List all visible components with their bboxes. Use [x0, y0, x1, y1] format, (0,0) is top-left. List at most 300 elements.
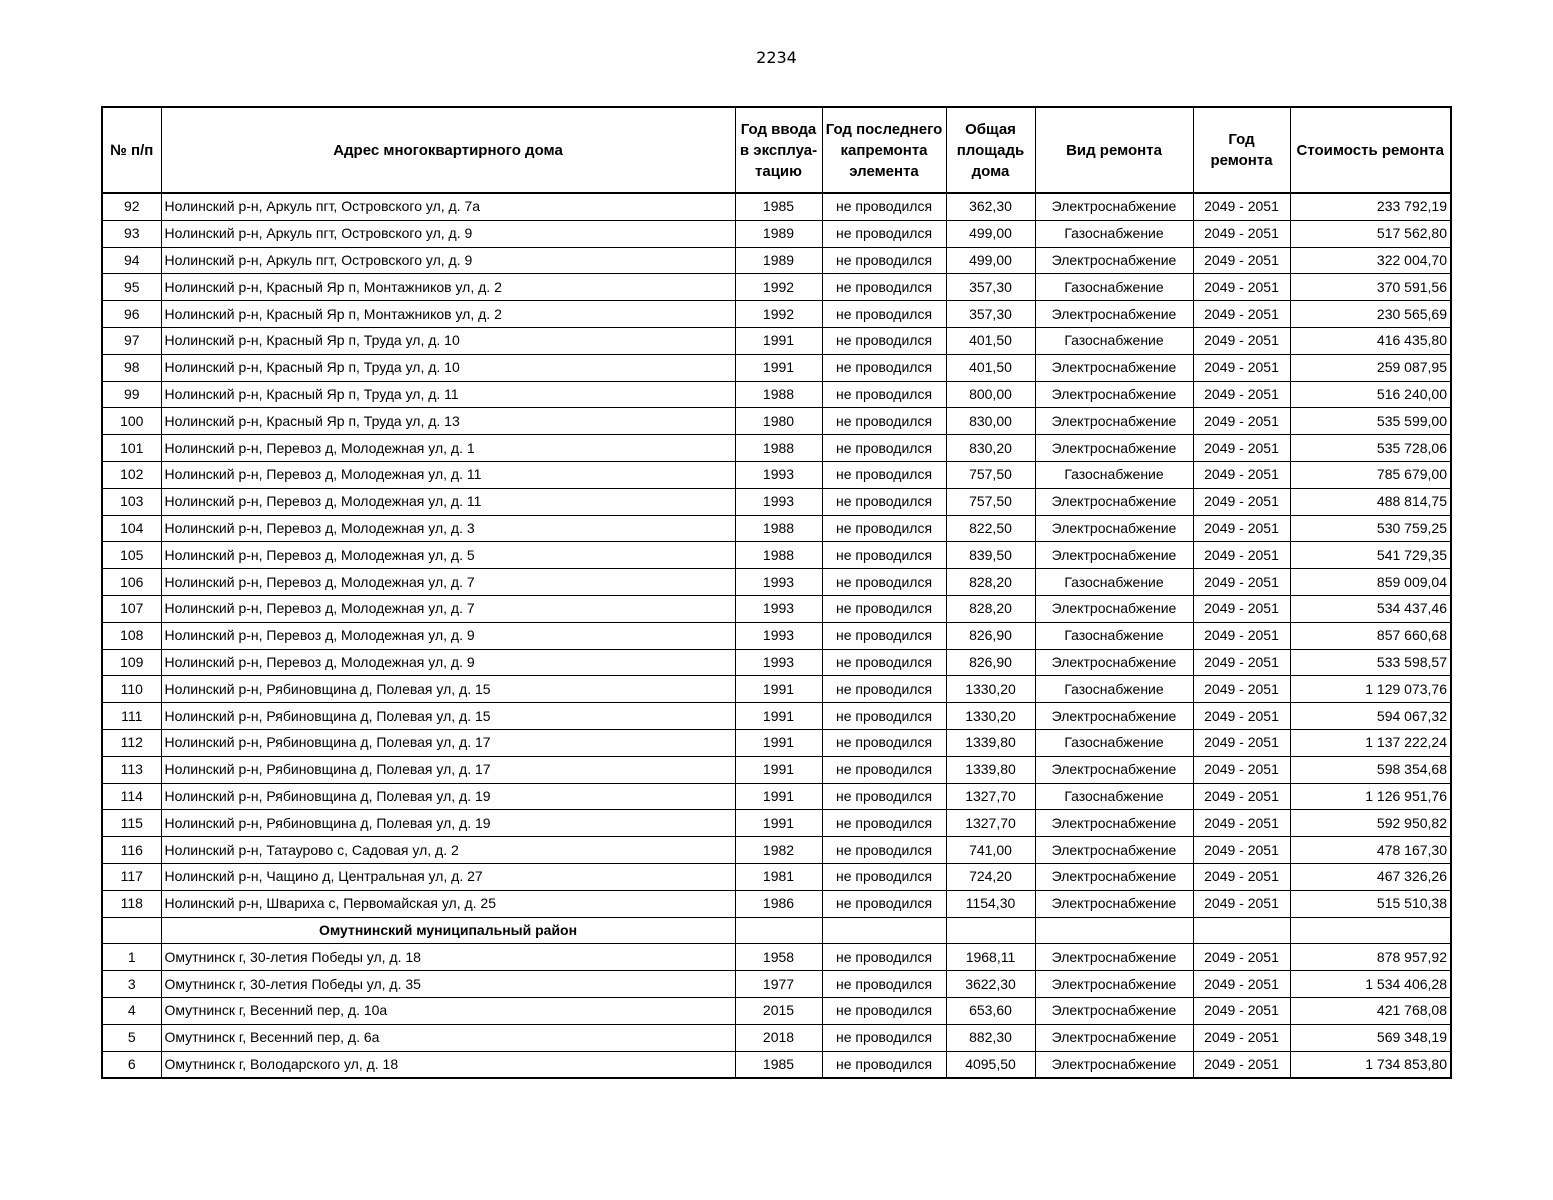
repair-type-cell: Электроснабжение: [1035, 703, 1193, 730]
repair-period-cell: 2049 - 2051: [1193, 247, 1290, 274]
header-last-repair-year-text: Год последнего капремонта элемента: [825, 120, 943, 180]
commission-year-cell: [735, 917, 822, 944]
table-header: [102, 107, 1451, 193]
table-row: [102, 408, 1451, 435]
commission-year-cell: 1988: [735, 435, 822, 462]
commission-year-cell: 1991: [735, 327, 822, 354]
repair-type-cell: Электроснабжение: [1035, 408, 1193, 435]
last-repair-cell: не проводился: [822, 595, 946, 622]
last-repair-cell: не проводился: [822, 622, 946, 649]
repair-type-cell: Электроснабжение: [1035, 595, 1193, 622]
section-row: [102, 917, 1451, 944]
last-repair-cell: не проводился: [822, 783, 946, 810]
table-row: [102, 944, 1451, 971]
table-row: [102, 810, 1451, 837]
total-area-cell: 741,00: [946, 837, 1035, 864]
repair-cost-cell: 878 957,92: [1290, 944, 1451, 971]
total-area-cell: 401,50: [946, 354, 1035, 381]
address-cell: Нолинский р-н, Рябиновщина д, Полевая ул, д. 19: [161, 810, 735, 837]
address-cell: Нолинский р-н, Перевоз д, Молодежная ул, д. 3: [161, 515, 735, 542]
repair-type-cell: Газоснабжение: [1035, 461, 1193, 488]
address-cell: Нолинский р-н, Рябиновщина д, Полевая ул, д. 19: [161, 783, 735, 810]
commission-year-cell: 2018: [735, 1024, 822, 1051]
repair-period-cell: 2049 - 2051: [1193, 703, 1290, 730]
repair-period-cell: 2049 - 2051: [1193, 220, 1290, 247]
address-cell: Нолинский р-н, Рябиновщина д, Полевая ул, д. 17: [161, 729, 735, 756]
repair-cost-cell: 233 792,19: [1290, 193, 1451, 220]
commission-year-cell: 1989: [735, 220, 822, 247]
table-row: [102, 381, 1451, 408]
repair-period-cell: 2049 - 2051: [1193, 542, 1290, 569]
address-cell: Нолинский р-н, Аркуль пгт, Островского ул, д. 9: [161, 220, 735, 247]
repair-cost-cell: 478 167,30: [1290, 837, 1451, 864]
repair-period-cell: 2049 - 2051: [1193, 569, 1290, 596]
table-row: [102, 837, 1451, 864]
repair-type-cell: Газоснабжение: [1035, 676, 1193, 703]
repair-period-cell: 2049 - 2051: [1193, 837, 1290, 864]
total-area-cell: 830,00: [946, 408, 1035, 435]
total-area-cell: 1154,30: [946, 890, 1035, 917]
repair-type-cell: Электроснабжение: [1035, 863, 1193, 890]
row-number: 118: [102, 890, 161, 917]
repair-period-cell: 2049 - 2051: [1193, 622, 1290, 649]
repair-type-cell: Газоснабжение: [1035, 622, 1193, 649]
repair-period-cell: 2049 - 2051: [1193, 1051, 1290, 1078]
address-cell: Омутнинск г, Володарского ул, д. 18: [161, 1051, 735, 1078]
table-body: [102, 193, 1451, 1078]
repair-cost-cell: 416 435,80: [1290, 327, 1451, 354]
total-area-cell: 800,00: [946, 381, 1035, 408]
commission-year-cell: 1986: [735, 890, 822, 917]
repair-period-cell: 2049 - 2051: [1193, 193, 1290, 220]
repair-type-cell: Электроснабжение: [1035, 354, 1193, 381]
repair-period-cell: 2049 - 2051: [1193, 783, 1290, 810]
table-row: [102, 354, 1451, 381]
repair-type-cell: Электроснабжение: [1035, 997, 1193, 1024]
row-number: 112: [102, 729, 161, 756]
address-cell: Нолинский р-н, Перевоз д, Молодежная ул, д. 9: [161, 622, 735, 649]
row-number: 105: [102, 542, 161, 569]
row-number: 1: [102, 944, 161, 971]
row-number: 100: [102, 408, 161, 435]
total-area-cell: 653,60: [946, 997, 1035, 1024]
address-cell: Омутнинск г, 30-летия Победы ул, д. 18: [161, 944, 735, 971]
total-area-cell: 1327,70: [946, 783, 1035, 810]
repair-period-cell: 2049 - 2051: [1193, 649, 1290, 676]
header-number: № п/п: [102, 107, 161, 193]
address-cell: Нолинский р-н, Рябиновщина д, Полевая ул, д. 17: [161, 756, 735, 783]
commission-year-cell: 1988: [735, 515, 822, 542]
last-repair-cell: не проводился: [822, 971, 946, 998]
row-number: 92: [102, 193, 161, 220]
header-repair-year: [1193, 107, 1290, 193]
last-repair-cell: не проводился: [822, 354, 946, 381]
total-area-cell: 499,00: [946, 247, 1035, 274]
last-repair-cell: не проводился: [822, 247, 946, 274]
repair-type-cell: Электроснабжение: [1035, 837, 1193, 864]
repair-cost-cell: 259 087,95: [1290, 354, 1451, 381]
header-row: [102, 107, 1451, 193]
commission-year-cell: 1991: [735, 783, 822, 810]
total-area-cell: 1330,20: [946, 703, 1035, 730]
table-row: [102, 622, 1451, 649]
repair-cost-cell: 785 679,00: [1290, 461, 1451, 488]
table-row: [102, 220, 1451, 247]
address-cell: Нолинский р-н, Аркуль пгт, Островского ул, д. 9: [161, 247, 735, 274]
repair-type-cell: Газоснабжение: [1035, 327, 1193, 354]
total-area-cell: 757,50: [946, 488, 1035, 515]
address-cell: Нолинский р-н, Красный Яр п, Монтажников ул, д. 2: [161, 274, 735, 301]
address-cell: Омутнинск г, Весенний пер, д. 10а: [161, 997, 735, 1024]
table-row: [102, 247, 1451, 274]
last-repair-cell: не проводился: [822, 435, 946, 462]
repair-type-cell: Электроснабжение: [1035, 381, 1193, 408]
last-repair-cell: не проводился: [822, 729, 946, 756]
table-row: [102, 327, 1451, 354]
row-number: 117: [102, 863, 161, 890]
last-repair-cell: не проводился: [822, 327, 946, 354]
last-repair-cell: не проводился: [822, 944, 946, 971]
last-repair-cell: не проводился: [822, 408, 946, 435]
commission-year-cell: 1985: [735, 1051, 822, 1078]
table-row: [102, 595, 1451, 622]
table-row: [102, 515, 1451, 542]
address-cell: Нолинский р-н, Красный Яр п, Труда ул, д. 10: [161, 354, 735, 381]
row-number: 107: [102, 595, 161, 622]
repair-cost-cell: 488 814,75: [1290, 488, 1451, 515]
header-commission-year-text: Год ввода в эксплуа-тацию: [739, 120, 818, 180]
last-repair-cell: не проводился: [822, 381, 946, 408]
total-area-cell: 1327,70: [946, 810, 1035, 837]
repair-type-cell: Электроснабжение: [1035, 301, 1193, 328]
repair-period-cell: 2049 - 2051: [1193, 890, 1290, 917]
total-area-cell: 357,30: [946, 274, 1035, 301]
address-cell: Нолинский р-н, Перевоз д, Молодежная ул, д. 11: [161, 461, 735, 488]
row-number: 5: [102, 1024, 161, 1051]
commission-year-cell: 1992: [735, 301, 822, 328]
total-area-cell: 1339,80: [946, 756, 1035, 783]
header-address: Адрес многоквартирного дома: [161, 107, 735, 193]
commission-year-cell: 2015: [735, 997, 822, 1024]
repair-type-cell: Электроснабжение: [1035, 542, 1193, 569]
repair-period-cell: 2049 - 2051: [1193, 327, 1290, 354]
repair-type-cell: Электроснабжение: [1035, 756, 1193, 783]
header-repair-year-text: Год ремонта: [1210, 131, 1273, 169]
repair-cost-cell: 1 734 853,80: [1290, 1051, 1451, 1078]
commission-year-cell: 1993: [735, 461, 822, 488]
repair-cost-cell: 533 598,57: [1290, 649, 1451, 676]
repair-period-cell: 2049 - 2051: [1193, 944, 1290, 971]
row-number: [102, 917, 161, 944]
total-area-cell: 1968,11: [946, 944, 1035, 971]
repair-cost-cell: 370 591,56: [1290, 274, 1451, 301]
row-number: 106: [102, 569, 161, 596]
row-number: 4: [102, 997, 161, 1024]
repair-type-cell: Электроснабжение: [1035, 810, 1193, 837]
last-repair-cell: не проводился: [822, 810, 946, 837]
last-repair-cell: не проводился: [822, 703, 946, 730]
repair-cost-cell: 534 437,46: [1290, 595, 1451, 622]
repair-cost-cell: 515 510,38: [1290, 890, 1451, 917]
repair-cost-cell: 230 565,69: [1290, 301, 1451, 328]
table-row: [102, 569, 1451, 596]
repair-period-cell: 2049 - 2051: [1193, 676, 1290, 703]
row-number: 110: [102, 676, 161, 703]
total-area-cell: 839,50: [946, 542, 1035, 569]
row-number: 102: [102, 461, 161, 488]
repair-period-cell: 2049 - 2051: [1193, 461, 1290, 488]
total-area-cell: 1330,20: [946, 676, 1035, 703]
table-row: [102, 997, 1451, 1024]
address-cell: Нолинский р-н, Красный Яр п, Монтажников ул, д. 2: [161, 301, 735, 328]
header-commission-year: [735, 107, 822, 193]
last-repair-cell: не проводился: [822, 274, 946, 301]
table-row: [102, 729, 1451, 756]
last-repair-cell: не проводился: [822, 890, 946, 917]
address-cell: Нолинский р-н, Аркуль пгт, Островского ул, д. 7а: [161, 193, 735, 220]
table-row: [102, 1024, 1451, 1051]
address-cell: Нолинский р-н, Перевоз д, Молодежная ул, д. 1: [161, 435, 735, 462]
repair-type-cell: Электроснабжение: [1035, 1051, 1193, 1078]
address-cell: Нолинский р-н, Перевоз д, Молодежная ул, д. 11: [161, 488, 735, 515]
commission-year-cell: 1985: [735, 193, 822, 220]
repair-type-cell: Газоснабжение: [1035, 274, 1193, 301]
repair-type-cell: Электроснабжение: [1035, 649, 1193, 676]
table-row: [102, 676, 1451, 703]
header-repair-cost-text: Стоимость ремонта: [1296, 141, 1444, 159]
address-cell: Омутнинский муниципальный район: [161, 917, 735, 944]
row-number: 114: [102, 783, 161, 810]
row-number: 101: [102, 435, 161, 462]
repair-cost-cell: [1290, 917, 1451, 944]
address-cell: Нолинский р-н, Перевоз д, Молодежная ул, д. 7: [161, 569, 735, 596]
total-area-cell: 1339,80: [946, 729, 1035, 756]
last-repair-cell: не проводился: [822, 542, 946, 569]
last-repair-cell: не проводился: [822, 301, 946, 328]
repair-cost-cell: 857 660,68: [1290, 622, 1451, 649]
address-cell: Нолинский р-н, Чащино д, Центральная ул, д. 27: [161, 863, 735, 890]
repair-period-cell: 2049 - 2051: [1193, 971, 1290, 998]
last-repair-cell: не проводился: [822, 676, 946, 703]
last-repair-cell: не проводился: [822, 649, 946, 676]
row-number: 94: [102, 247, 161, 274]
total-area-cell: [946, 917, 1035, 944]
total-area-cell: 362,30: [946, 193, 1035, 220]
last-repair-cell: не проводился: [822, 515, 946, 542]
commission-year-cell: 1989: [735, 247, 822, 274]
repair-period-cell: 2049 - 2051: [1193, 810, 1290, 837]
repair-type-cell: Газоснабжение: [1035, 729, 1193, 756]
address-cell: Омутнинск г, Весенний пер, д. 6а: [161, 1024, 735, 1051]
repair-period-cell: 2049 - 2051: [1193, 729, 1290, 756]
commission-year-cell: 1988: [735, 542, 822, 569]
address-cell: Нолинский р-н, Рябиновщина д, Полевая ул, д. 15: [161, 703, 735, 730]
repair-schedule-table: [101, 106, 1452, 1079]
total-area-cell: 826,90: [946, 649, 1035, 676]
repair-type-cell: Электроснабжение: [1035, 1024, 1193, 1051]
address-cell: Нолинский р-н, Перевоз д, Молодежная ул, д. 5: [161, 542, 735, 569]
total-area-cell: 826,90: [946, 622, 1035, 649]
address-cell: Нолинский р-н, Татаурово с, Садовая ул, д. 2: [161, 837, 735, 864]
row-number: 104: [102, 515, 161, 542]
repair-type-cell: Электроснабжение: [1035, 971, 1193, 998]
repair-type-cell: Электроснабжение: [1035, 944, 1193, 971]
total-area-cell: 724,20: [946, 863, 1035, 890]
row-number: 99: [102, 381, 161, 408]
table-row: [102, 542, 1451, 569]
commission-year-cell: 1991: [735, 810, 822, 837]
table-row: [102, 756, 1451, 783]
total-area-cell: 757,50: [946, 461, 1035, 488]
total-area-cell: 828,20: [946, 595, 1035, 622]
repair-period-cell: 2049 - 2051: [1193, 595, 1290, 622]
header-total-area: [946, 107, 1035, 193]
repair-period-cell: 2049 - 2051: [1193, 354, 1290, 381]
row-number: 103: [102, 488, 161, 515]
commission-year-cell: 1988: [735, 381, 822, 408]
repair-cost-cell: 859 009,04: [1290, 569, 1451, 596]
table-row: [102, 435, 1451, 462]
table-row: [102, 274, 1451, 301]
table-row: [102, 193, 1451, 220]
repair-cost-cell: 535 599,00: [1290, 408, 1451, 435]
header-repair-cost: [1290, 107, 1451, 193]
address-cell: Нолинский р-н, Красный Яр п, Труда ул, д. 13: [161, 408, 735, 435]
row-number: 111: [102, 703, 161, 730]
row-number: 96: [102, 301, 161, 328]
address-cell: Нолинский р-н, Рябиновщина д, Полевая ул, д. 15: [161, 676, 735, 703]
repair-period-cell: 2049 - 2051: [1193, 274, 1290, 301]
repair-type-cell: Электроснабжение: [1035, 435, 1193, 462]
table-row: [102, 971, 1451, 998]
table-row: [102, 783, 1451, 810]
table-row: [102, 488, 1451, 515]
header-total-area-text: Общая площадь дома: [956, 120, 1025, 180]
table-row: [102, 890, 1451, 917]
commission-year-cell: 1993: [735, 622, 822, 649]
repair-type-cell: Газоснабжение: [1035, 783, 1193, 810]
repair-cost-cell: 322 004,70: [1290, 247, 1451, 274]
repair-cost-cell: 569 348,19: [1290, 1024, 1451, 1051]
last-repair-cell: [822, 917, 946, 944]
total-area-cell: 822,50: [946, 515, 1035, 542]
repair-cost-cell: 1 534 406,28: [1290, 971, 1451, 998]
commission-year-cell: 1993: [735, 649, 822, 676]
repair-cost-cell: 541 729,35: [1290, 542, 1451, 569]
repair-cost-cell: 1 137 222,24: [1290, 729, 1451, 756]
repair-period-cell: 2049 - 2051: [1193, 408, 1290, 435]
table-row: [102, 703, 1451, 730]
last-repair-cell: не проводился: [822, 193, 946, 220]
repair-type-cell: Электроснабжение: [1035, 193, 1193, 220]
repair-period-cell: 2049 - 2051: [1193, 756, 1290, 783]
total-area-cell: 499,00: [946, 220, 1035, 247]
repair-cost-cell: 594 067,32: [1290, 703, 1451, 730]
address-cell: Нолинский р-н, Швариха с, Первомайская ул, д. 25: [161, 890, 735, 917]
repair-period-cell: 2049 - 2051: [1193, 301, 1290, 328]
repair-cost-cell: 421 768,08: [1290, 997, 1451, 1024]
address-cell: Нолинский р-н, Красный Яр п, Труда ул, д. 10: [161, 327, 735, 354]
row-number: 109: [102, 649, 161, 676]
commission-year-cell: 1958: [735, 944, 822, 971]
header-repair-type: Вид ремонта: [1035, 107, 1193, 193]
repair-cost-cell: 1 129 073,76: [1290, 676, 1451, 703]
last-repair-cell: не проводился: [822, 569, 946, 596]
row-number: 113: [102, 756, 161, 783]
last-repair-cell: не проводился: [822, 756, 946, 783]
repair-period-cell: 2049 - 2051: [1193, 435, 1290, 462]
last-repair-cell: не проводился: [822, 220, 946, 247]
repair-period-cell: 2049 - 2051: [1193, 515, 1290, 542]
repair-period-cell: 2049 - 2051: [1193, 1024, 1290, 1051]
address-cell: Нолинский р-н, Красный Яр п, Труда ул, д. 11: [161, 381, 735, 408]
repair-period-cell: 2049 - 2051: [1193, 488, 1290, 515]
commission-year-cell: 1991: [735, 354, 822, 381]
total-area-cell: 882,30: [946, 1024, 1035, 1051]
repair-period-cell: 2049 - 2051: [1193, 381, 1290, 408]
repair-cost-cell: 517 562,80: [1290, 220, 1451, 247]
row-number: 93: [102, 220, 161, 247]
commission-year-cell: 1993: [735, 488, 822, 515]
repair-cost-cell: 535 728,06: [1290, 435, 1451, 462]
repair-cost-cell: 1 126 951,76: [1290, 783, 1451, 810]
last-repair-cell: не проводился: [822, 837, 946, 864]
table-row: [102, 301, 1451, 328]
repair-type-cell: Газоснабжение: [1035, 220, 1193, 247]
repair-type-cell: Электроснабжение: [1035, 247, 1193, 274]
total-area-cell: 3622,30: [946, 971, 1035, 998]
commission-year-cell: 1991: [735, 729, 822, 756]
total-area-cell: 830,20: [946, 435, 1035, 462]
total-area-cell: 828,20: [946, 569, 1035, 596]
last-repair-cell: не проводился: [822, 997, 946, 1024]
row-number: 95: [102, 274, 161, 301]
repair-type-cell: Электроснабжение: [1035, 515, 1193, 542]
commission-year-cell: 1977: [735, 971, 822, 998]
row-number: 116: [102, 837, 161, 864]
last-repair-cell: не проводился: [822, 1024, 946, 1051]
repair-type-cell: [1035, 917, 1193, 944]
table-row: [102, 649, 1451, 676]
commission-year-cell: 1992: [735, 274, 822, 301]
commission-year-cell: 1980: [735, 408, 822, 435]
total-area-cell: 4095,50: [946, 1051, 1035, 1078]
repair-period-cell: 2049 - 2051: [1193, 997, 1290, 1024]
address-cell: Нолинский р-н, Перевоз д, Молодежная ул, д. 9: [161, 649, 735, 676]
row-number: 98: [102, 354, 161, 381]
commission-year-cell: 1993: [735, 569, 822, 596]
repair-cost-cell: 530 759,25: [1290, 515, 1451, 542]
total-area-cell: 357,30: [946, 301, 1035, 328]
repair-type-cell: Электроснабжение: [1035, 890, 1193, 917]
last-repair-cell: не проводился: [822, 488, 946, 515]
row-number: 108: [102, 622, 161, 649]
repair-cost-cell: 592 950,82: [1290, 810, 1451, 837]
row-number: 6: [102, 1051, 161, 1078]
commission-year-cell: 1982: [735, 837, 822, 864]
commission-year-cell: 1991: [735, 703, 822, 730]
last-repair-cell: не проводился: [822, 863, 946, 890]
row-number: 97: [102, 327, 161, 354]
total-area-cell: 401,50: [946, 327, 1035, 354]
table-row: [102, 1051, 1451, 1078]
row-number: 115: [102, 810, 161, 837]
repair-cost-cell: 467 326,26: [1290, 863, 1451, 890]
page-number: 2234: [756, 48, 797, 67]
repair-period-cell: 2049 - 2051: [1193, 863, 1290, 890]
address-cell: Нолинский р-н, Перевоз д, Молодежная ул, д. 7: [161, 595, 735, 622]
commission-year-cell: 1993: [735, 595, 822, 622]
